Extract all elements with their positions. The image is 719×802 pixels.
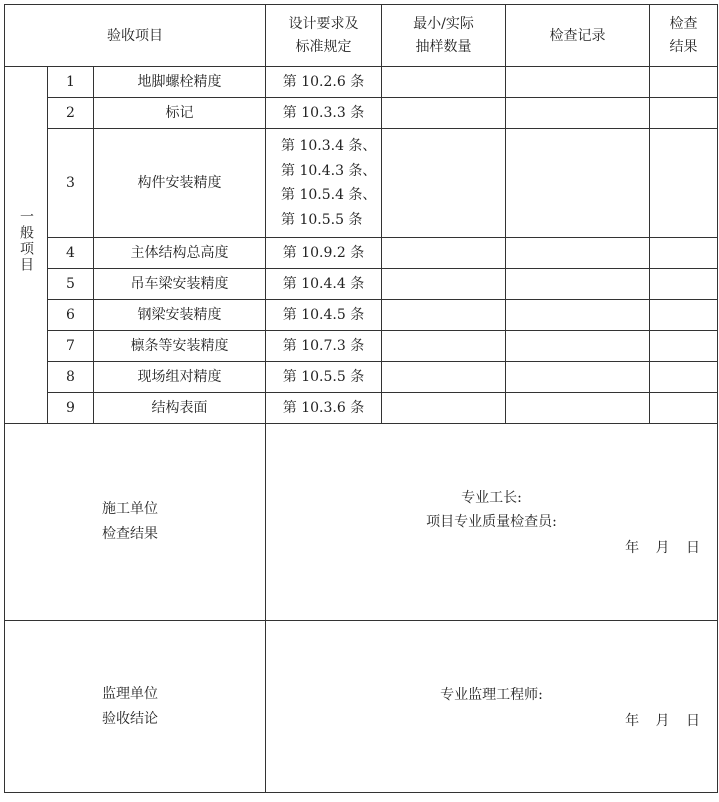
row-result-cell[interactable]: [650, 331, 718, 362]
row-result-cell[interactable]: [650, 269, 718, 300]
row-number: 5: [48, 269, 94, 300]
table-row: [5, 362, 718, 393]
row-record-cell[interactable]: [506, 393, 650, 424]
table-row: [5, 129, 718, 238]
supervision-sign-area[interactable]: [266, 621, 718, 793]
foreman-label: 专业工长:: [461, 490, 522, 506]
row-result-cell[interactable]: [650, 98, 718, 129]
row-number: 3: [48, 129, 94, 238]
row-record-cell[interactable]: [506, 129, 650, 238]
supervision-row: [5, 621, 718, 793]
row-number: 1: [48, 67, 94, 98]
row-number: 6: [48, 300, 94, 331]
row-item-name: 标记: [94, 98, 266, 129]
inspector-label: 项目专业质量检查员:: [426, 514, 557, 530]
row-sample-cell[interactable]: [382, 98, 506, 129]
supervision-date: 年 月 日: [625, 713, 700, 729]
table-row: [5, 331, 718, 362]
row-result-cell[interactable]: [650, 129, 718, 238]
row-item-name: 吊车梁安装精度: [94, 269, 266, 300]
row-result-cell[interactable]: [650, 393, 718, 424]
row-standard: 第 10.9.2 条: [266, 238, 382, 269]
row-sample-cell[interactable]: [382, 269, 506, 300]
row-result-cell[interactable]: [650, 362, 718, 393]
row-standard: 第 10.4.5 条: [266, 300, 382, 331]
row-result-cell[interactable]: [650, 67, 718, 98]
row-item-name: 结构表面: [94, 393, 266, 424]
row-item-name: 主体结构总高度: [94, 238, 266, 269]
construction-date: 年 月 日: [625, 540, 700, 556]
header-item: 验收项目: [5, 5, 266, 67]
row-result-cell[interactable]: [650, 238, 718, 269]
row-sample-cell[interactable]: [382, 67, 506, 98]
row-sample-cell[interactable]: [382, 238, 506, 269]
row-sample-cell[interactable]: [382, 129, 506, 238]
group-label: 一般项目: [18, 209, 34, 273]
table-row: [5, 238, 718, 269]
table-row: [5, 300, 718, 331]
row-item-name: 檩条等安装精度: [94, 331, 266, 362]
row-sample-cell[interactable]: [382, 393, 506, 424]
row-sample-cell[interactable]: [382, 300, 506, 331]
table-row: [5, 269, 718, 300]
construction-label: 施工单位 检查结果: [5, 424, 266, 621]
header-standard: 设计要求及 标准规定: [266, 5, 382, 67]
inspection-form: [4, 4, 717, 799]
row-record-cell[interactable]: [506, 362, 650, 393]
row-standard: 第 10.2.6 条: [266, 67, 382, 98]
row-number: 2: [48, 98, 94, 129]
row-record-cell[interactable]: [506, 98, 650, 129]
row-standard: 第 10.5.5 条: [266, 362, 382, 393]
row-record-cell[interactable]: [506, 300, 650, 331]
row-standard: 第 10.3.4 条、 第 10.4.3 条、 第 10.5.4 条、 第 10.5.5 条: [266, 129, 382, 238]
row-number: 4: [48, 238, 94, 269]
row-record-cell[interactable]: [506, 269, 650, 300]
row-number: 8: [48, 362, 94, 393]
row-item-name: 钢梁安装精度: [94, 300, 266, 331]
header-result: 检查 结果: [650, 5, 718, 67]
construction-row: [5, 424, 718, 621]
row-record-cell[interactable]: [506, 238, 650, 269]
row-item-name: 现场组对精度: [94, 362, 266, 393]
row-record-cell[interactable]: [506, 67, 650, 98]
row-item-name: 构件安装精度: [94, 129, 266, 238]
table-row: [5, 67, 718, 98]
group-label-cell: [5, 67, 48, 424]
row-item-name: 地脚螺栓精度: [94, 67, 266, 98]
construction-sign-area[interactable]: [266, 424, 718, 621]
header-record: 检查记录: [506, 5, 650, 67]
row-standard: 第 10.4.4 条: [266, 269, 382, 300]
acceptance-table: [4, 4, 718, 793]
header-sample: 最小/实际 抽样数量: [382, 5, 506, 67]
row-standard: 第 10.3.3 条: [266, 98, 382, 129]
row-result-cell[interactable]: [650, 300, 718, 331]
engineer-label: 专业监理工程师:: [440, 687, 543, 703]
row-standard: 第 10.3.6 条: [266, 393, 382, 424]
row-record-cell[interactable]: [506, 331, 650, 362]
row-sample-cell[interactable]: [382, 331, 506, 362]
row-standard: 第 10.7.3 条: [266, 331, 382, 362]
row-number: 9: [48, 393, 94, 424]
header-row: [5, 5, 718, 67]
row-sample-cell[interactable]: [382, 362, 506, 393]
row-number: 7: [48, 331, 94, 362]
supervision-label: 监理单位 验收结论: [5, 621, 266, 793]
table-row: [5, 393, 718, 424]
table-row: [5, 98, 718, 129]
